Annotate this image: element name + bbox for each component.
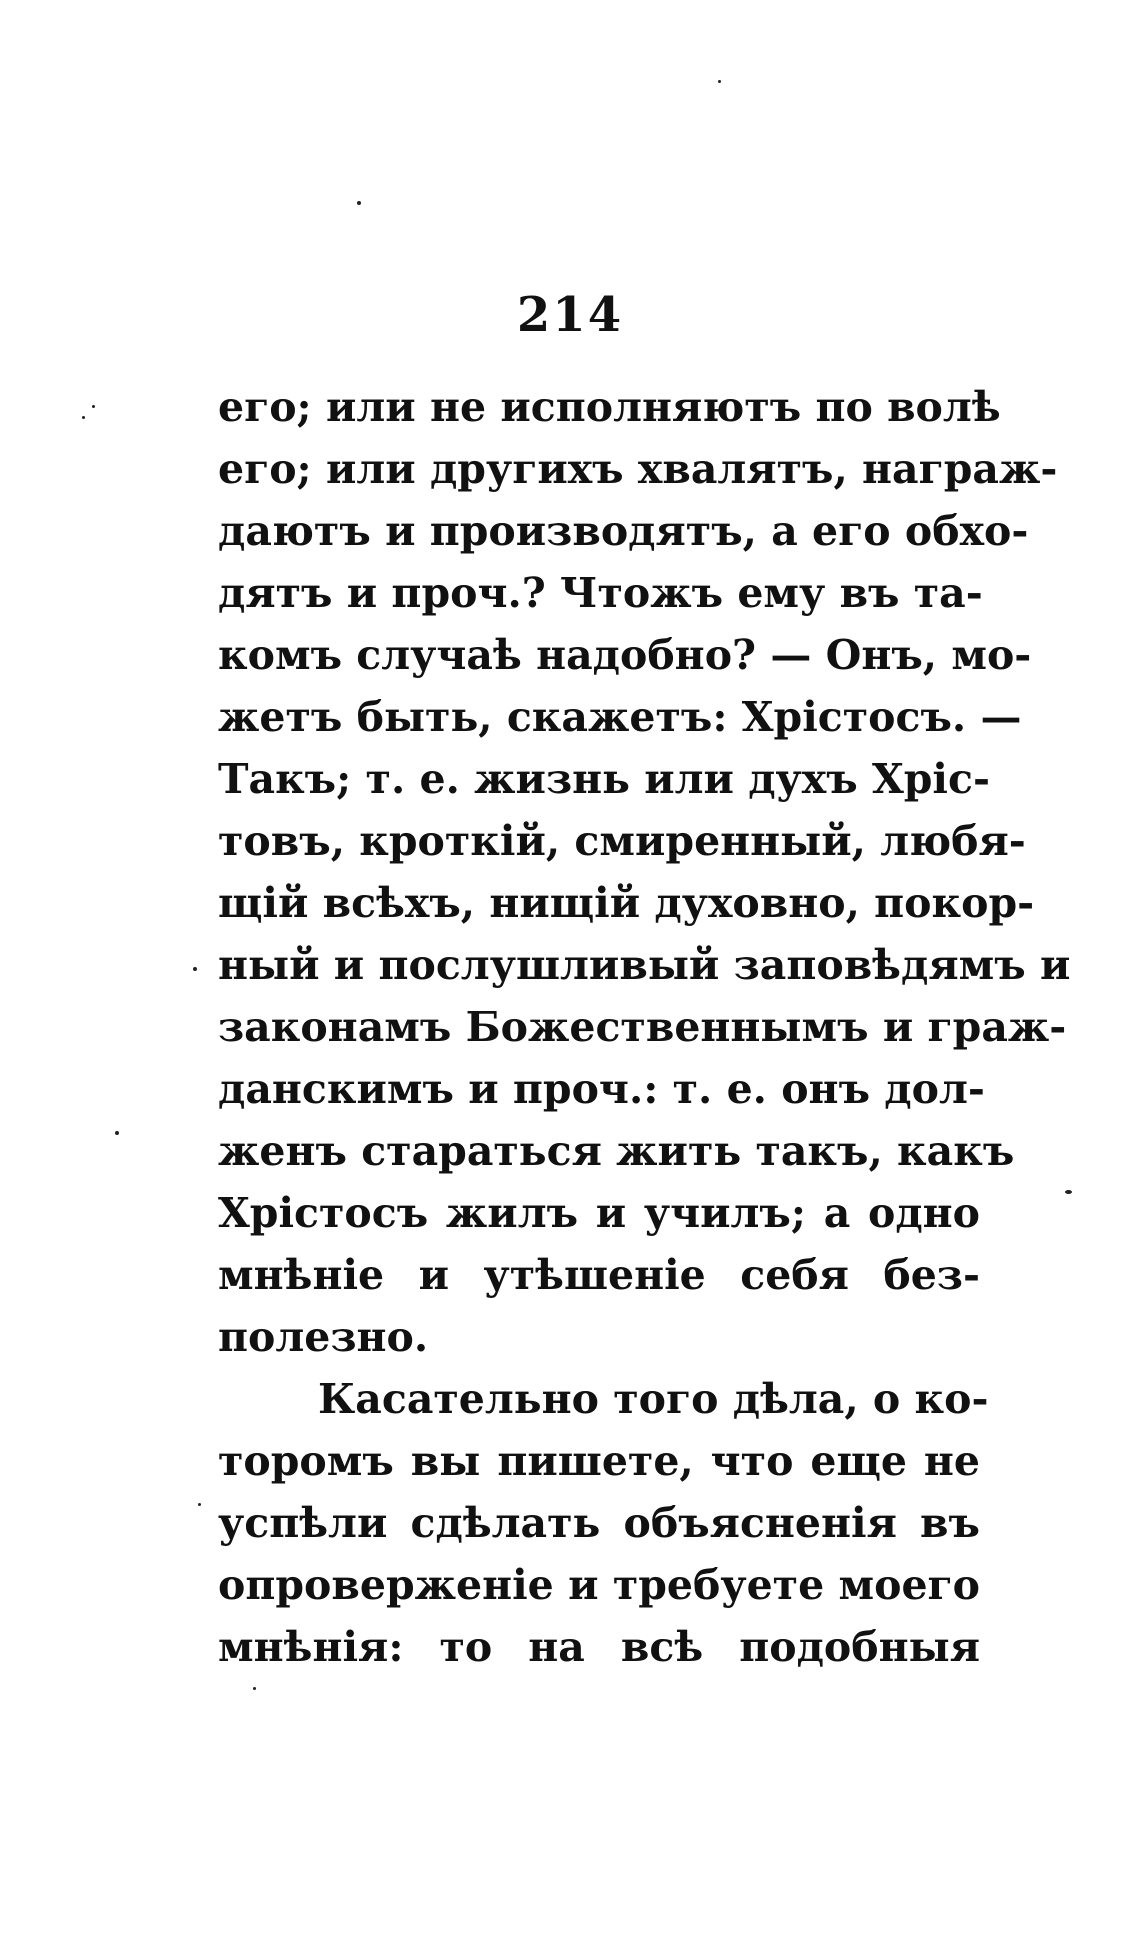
text-line: успѣли сдѣлать объясненія въ xyxy=(218,1499,980,1547)
scan-speck xyxy=(357,201,361,205)
text-line: законамъ Божественнымъ и граж- xyxy=(218,1003,1067,1051)
text-line: женъ стараться жить такъ, какъ xyxy=(218,1127,1015,1175)
text-line: комъ случаѣ надобно? — Онъ, мо- xyxy=(218,631,1032,679)
text-line: жетъ быть, скажетъ: Хрістосъ. — xyxy=(218,693,1022,741)
text-line: мнѣніе и утѣшеніе себя без- xyxy=(218,1251,980,1299)
text-line: даютъ и производятъ, а его обхо- xyxy=(218,507,1029,555)
scan-speck xyxy=(1065,1190,1072,1194)
scan-speck xyxy=(718,80,721,83)
paragraph-1 xyxy=(218,376,1071,1368)
text-line: торомъ вы пишете, что еще не xyxy=(218,1437,980,1485)
text-line: щій всѣхъ, нищій духовно, покор- xyxy=(218,879,1035,927)
text-line: дятъ и проч.? Чтожъ ему въ та- xyxy=(218,569,983,617)
text-line: мнѣнія: то на всѣ подобныя xyxy=(218,1623,980,1671)
text-line: Такъ; т. е. жизнь или духъ Хріс- xyxy=(218,755,990,803)
text-line: опроверженіе и требуете моего xyxy=(218,1561,980,1609)
text-line: его; или не исполняютъ по волѣ xyxy=(218,383,1001,431)
scan-speck xyxy=(82,416,85,419)
scan-speck xyxy=(193,967,197,971)
text-line: данскимъ и проч.: т. е. онъ дол- xyxy=(218,1065,985,1113)
scan-speck xyxy=(198,1503,201,1506)
text-line: Хрістосъ жилъ и училъ; а одно xyxy=(218,1189,980,1237)
text-line: товъ, кроткій, смиренный, любя- xyxy=(218,817,1026,865)
text-line: полезно. xyxy=(218,1313,429,1361)
scan-speck xyxy=(253,1687,256,1690)
page-number: 214 xyxy=(516,287,624,343)
text-line: ный и послушливый заповѣдямъ и xyxy=(218,941,1071,989)
scan-speck xyxy=(115,1131,119,1135)
text-line: Касательно того дѣла, о ко- xyxy=(318,1375,989,1423)
paragraph-2 xyxy=(218,1368,989,1678)
scan-speck xyxy=(92,405,95,408)
text-line: его; или другихъ хвалятъ, награж- xyxy=(218,445,1058,493)
